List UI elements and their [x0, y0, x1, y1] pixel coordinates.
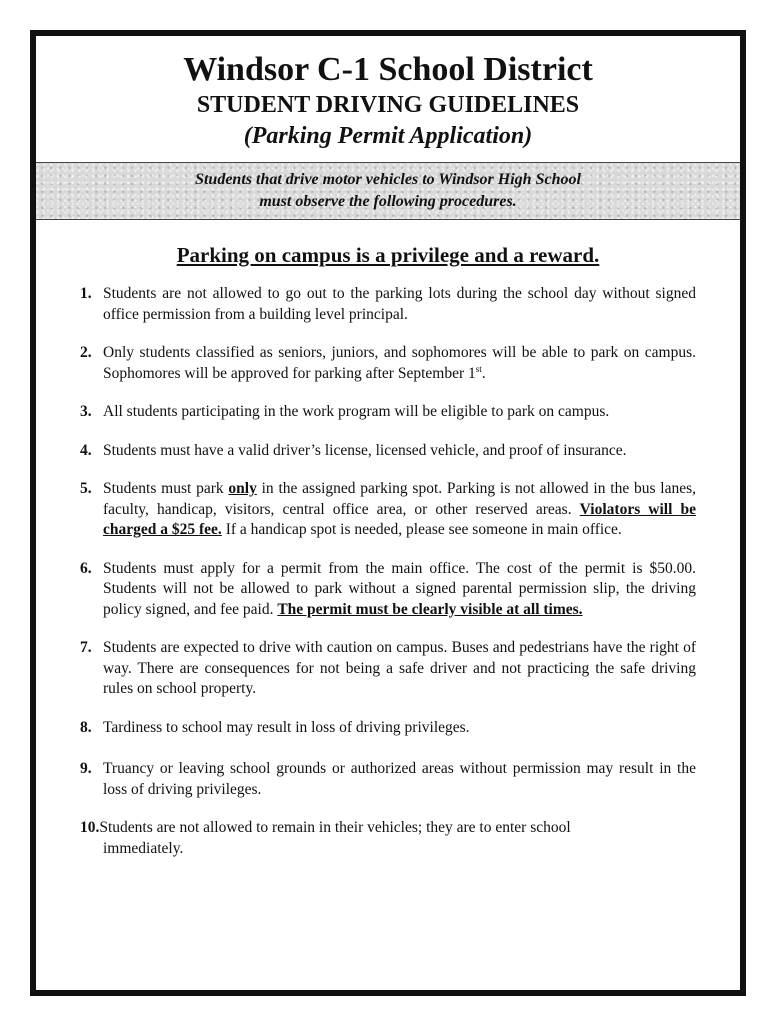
application-subtitle: (Parking Permit Application): [243, 123, 533, 149]
rule-text-mid: in the assigned parking spot. Parking is not allowed in the bus lanes, faculty, handicap, visitors, central office area, or other reserved areas.: [103, 480, 696, 518]
rule-number: 1.: [80, 285, 92, 302]
rule-number: 3.: [80, 403, 92, 420]
rule-item: [80, 559, 696, 621]
rule-number: 2.: [80, 344, 92, 361]
rule-text: Truancy or leaving school grounds or authorized areas without permission may result in the loss of driving privileges.: [103, 760, 696, 798]
rule-number: 5.: [80, 480, 92, 497]
rule-item: [80, 441, 696, 462]
rule-text: Students are not allowed to go out to the parking lots during the school day without signed office permission from a building level principal.: [103, 285, 696, 323]
ordinal-suffix: st: [475, 363, 482, 374]
rule-text-end: .: [481, 364, 486, 382]
rule-text: Only students classified as seniors, juniors, and sophomores will be able to park on campus. Sophomores will be approved for parking after September 1: [103, 344, 696, 382]
rule-item: [80, 284, 696, 325]
rule-text: Tardiness to school may result in loss of driving privileges.: [103, 718, 470, 736]
permit-visible-warning: The permit must be clearly visible at all times.: [277, 600, 583, 618]
rule-number: 4.: [80, 441, 92, 459]
rule-item: [80, 402, 696, 423]
banner-line-1: Students that drive motor vehicles to Windsor High School: [195, 171, 581, 188]
rule-item: [80, 818, 696, 859]
violation-fee-warning: Violators will be charged a $25 fee.: [103, 500, 696, 538]
rule-text: All students participating in the work program will be eligible to park on campus.: [103, 403, 610, 420]
rule-item: [80, 479, 696, 541]
rule-item: [80, 718, 696, 739]
rule-text-end: If a handicap spot is needed, please see someone in main office.: [221, 521, 622, 538]
document-frame: [30, 30, 746, 996]
district-title: Windsor C-1 School District: [183, 51, 593, 88]
rule-number: 9.: [80, 760, 92, 777]
rule-text: Students must apply for a permit from the main office. The cost of the permit is $50.00. Students will not be allowed to park without a signed parental permission slip, the driving policy signed, and fee paid.: [103, 559, 696, 618]
procedures-banner: [36, 162, 740, 220]
rule-item: [80, 343, 696, 384]
emphasis-only: only: [228, 480, 257, 497]
document-header: [36, 36, 740, 152]
rule-text: Students must have a valid driver’s license, licensed vehicle, and proof of insurance.: [103, 441, 627, 459]
rule-item: [80, 638, 696, 700]
rule-number: 6.: [80, 559, 92, 577]
rule-number: 8.: [80, 718, 92, 736]
guidelines-title: STUDENT DRIVING GUIDELINES: [196, 92, 580, 118]
banner-line-2: must observe the following procedures.: [259, 193, 517, 210]
rule-text: Students are expected to drive with caution on campus. Buses and pedestrians have the right of way. There are consequences for not being a safe driver and not practicing the safe driving rules on school property.: [103, 639, 696, 697]
rules-list: [36, 284, 740, 859]
rule-text-end: immediately.: [103, 839, 184, 857]
rule-number: 7.: [80, 639, 92, 656]
rule-item: [80, 759, 696, 800]
rule-text: Students must park: [103, 480, 229, 497]
privilege-heading: Parking on campus is a privilege and a reward.: [176, 243, 600, 267]
rule-number: 10.: [80, 819, 100, 836]
rule-text: Students are not allowed to remain in their vehicles; they are to enter school: [99, 819, 571, 836]
